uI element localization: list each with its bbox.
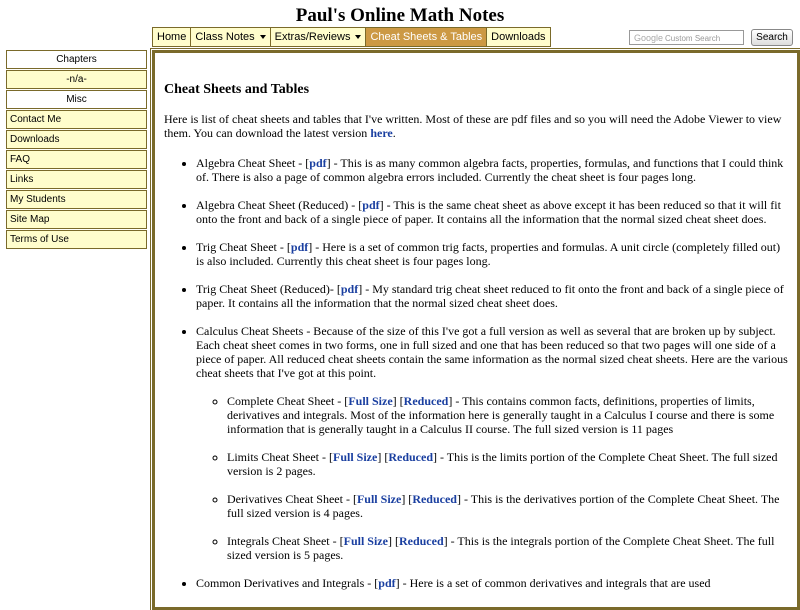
calculus-sublist	[196, 394, 791, 562]
chevron-down-icon	[355, 35, 361, 39]
algebra-reduced-pdf-link[interactable]: pdf	[362, 198, 380, 212]
item-desc: ] - This contains common facts, definitions, properties of limits, derivatives and integrals. Most of the information here is generally taught in a Calculus I course and there is some information that is generally taught in a Calculus II course. The full sized version is 11 pages	[227, 394, 775, 436]
item-desc: ] - Here is a set of common trig facts, properties and formulas. A unit circle (completely filled out) is also included. Currently this cheat sheet is four pages long.	[196, 240, 781, 268]
item-desc: ] - This is the same cheat sheet as above except it has been reduced so that it will fit onto the front and back of a single piece of paper. It contains all the information that the normal sized cheat sheet does.	[196, 198, 781, 226]
item-desc: ] - This is the derivatives portion of the Complete Cheat Sheet. The full sized version is 4 pages.	[227, 492, 780, 520]
item-desc: ] - Here is a set of common derivatives and integrals that are used	[395, 576, 711, 590]
separator: ] [	[387, 534, 399, 548]
list-item	[196, 324, 791, 562]
algebra-pdf-link[interactable]: pdf	[309, 156, 327, 170]
menu-home-label: Home	[157, 31, 187, 43]
item-name: Trig Cheat Sheet - [	[196, 240, 291, 254]
item-desc: ] - This is the limits portion of the Complete Cheat Sheet. The full sized version is 2 pages.	[227, 450, 778, 478]
separator: ] [	[401, 492, 413, 506]
item-name: Integrals Cheat Sheet - [	[227, 534, 344, 548]
complete-full-size-link[interactable]: Full Size	[348, 394, 393, 408]
integrals-reduced-link[interactable]: Reduced	[398, 534, 444, 548]
item-name: Algebra Cheat Sheet (Reduced) - [	[196, 198, 363, 212]
item-name: Limits Cheat Sheet - [	[227, 450, 333, 464]
sidebar-item-links[interactable]: Links	[6, 170, 147, 189]
cheat-sheet-list	[164, 156, 791, 590]
list-item	[196, 282, 791, 310]
search-input[interactable]	[629, 30, 744, 45]
list-item	[196, 240, 791, 268]
item-name: Algebra Cheat Sheet - [	[196, 156, 310, 170]
list-item	[196, 198, 791, 226]
list-item	[196, 156, 791, 184]
menu-extras-reviews[interactable]	[270, 27, 367, 47]
item-text: Calculus Cheat Sheets - Because of the size of this I've got a full version as well as several that are broken up by subject. Each cheat sheet comes in two forms, one in full sized and one that has been reduced so that two pages will one side of a piece of paper. All reduced cheat sheets contain the same information as the normal sized cheat sheets. Here are the various cheat sheets that I've got at this point.	[196, 324, 788, 380]
trig-reduced-pdf-link[interactable]: pdf	[340, 282, 359, 296]
separator: ] [	[377, 450, 389, 464]
list-item	[227, 450, 791, 478]
menu-extras-label: Extras/Reviews	[274, 31, 351, 43]
item-name: Complete Cheat Sheet - [	[227, 394, 349, 408]
intro-end: .	[392, 126, 396, 140]
limits-reduced-link[interactable]: Reduced	[388, 450, 433, 464]
item-name: Trig Cheat Sheet (Reduced)- [	[196, 282, 341, 296]
search-button[interactable]: Search	[751, 29, 793, 46]
page-title: Cheat Sheets and Tables	[164, 82, 310, 97]
site-title: Paul's Online Math Notes	[295, 5, 505, 26]
intro-paragraph	[164, 112, 791, 140]
integrals-full-size-link[interactable]: Full Size	[343, 534, 388, 548]
item-name: Derivatives Cheat Sheet - [	[227, 492, 357, 506]
list-item	[227, 492, 791, 520]
sidebar-item-faq[interactable]: FAQ	[6, 150, 147, 169]
sidebar-item-my-students[interactable]: My Students	[6, 190, 147, 209]
separator: ] [	[392, 394, 404, 408]
menu-class-notes[interactable]	[190, 27, 270, 47]
intro-text: Here is list of cheat sheets and tables that I've written. Most of these are pdf files and so you will need the Adobe Viewer to view them. You can download the latest version	[164, 112, 782, 140]
item-desc: ] - This is the integrals portion of the Complete Cheat Sheet. The full sized version is 5 pages.	[227, 534, 775, 562]
top-menu	[152, 27, 550, 47]
main-content	[152, 50, 800, 610]
common-pdf-link[interactable]: pdf	[378, 576, 396, 590]
sidebar-misc-header: Misc	[6, 90, 147, 109]
derivatives-reduced-link[interactable]: Reduced	[412, 492, 457, 506]
search-placeholder: Custom Search	[665, 34, 721, 43]
trig-pdf-link[interactable]: pdf	[290, 240, 309, 254]
sidebar-item-site-map[interactable]: Site Map	[6, 210, 147, 229]
sidebar-item-downloads[interactable]: Downloads	[6, 130, 147, 149]
menu-home[interactable]	[152, 27, 191, 47]
menu-cheat-sheets[interactable]	[365, 27, 487, 47]
list-item	[196, 576, 791, 590]
complete-reduced-link[interactable]: Reduced	[403, 394, 449, 408]
chevron-down-icon	[260, 35, 266, 39]
google-logo: Google	[634, 33, 664, 43]
item-name: Common Derivatives and Integrals - [	[196, 576, 379, 590]
item-desc: ] - This is as many common algebra facts, properties, formulas, and functions that I could think of. There is also a page of common algebra errors included. Currently the cheat sheet is four pages long.	[196, 156, 784, 184]
item-desc: ] - My standard trig cheat sheet reduced to fit onto the front and back of a single piece of paper. It contains all the information that the normal sized cheat sheet does.	[196, 282, 784, 310]
list-item	[227, 394, 791, 436]
limits-full-size-link[interactable]: Full Size	[332, 450, 378, 464]
menu-class-notes-label: Class Notes	[195, 31, 255, 43]
menu-cheat-sheets-label: Cheat Sheets & Tables	[370, 31, 483, 43]
derivatives-full-size-link[interactable]: Full Size	[356, 492, 402, 506]
sidebar-item-contact[interactable]: Contact Me	[6, 110, 147, 129]
sidebar	[6, 50, 147, 250]
sidebar-chapter-select[interactable]: -n/a-	[6, 70, 147, 89]
menu-downloads[interactable]	[486, 27, 550, 47]
sidebar-chapters-header: Chapters	[6, 50, 147, 69]
sidebar-item-terms[interactable]: Terms of Use	[6, 230, 147, 249]
menu-downloads-label: Downloads	[491, 31, 546, 43]
list-item	[227, 534, 791, 562]
adobe-download-link[interactable]: here	[370, 126, 393, 140]
